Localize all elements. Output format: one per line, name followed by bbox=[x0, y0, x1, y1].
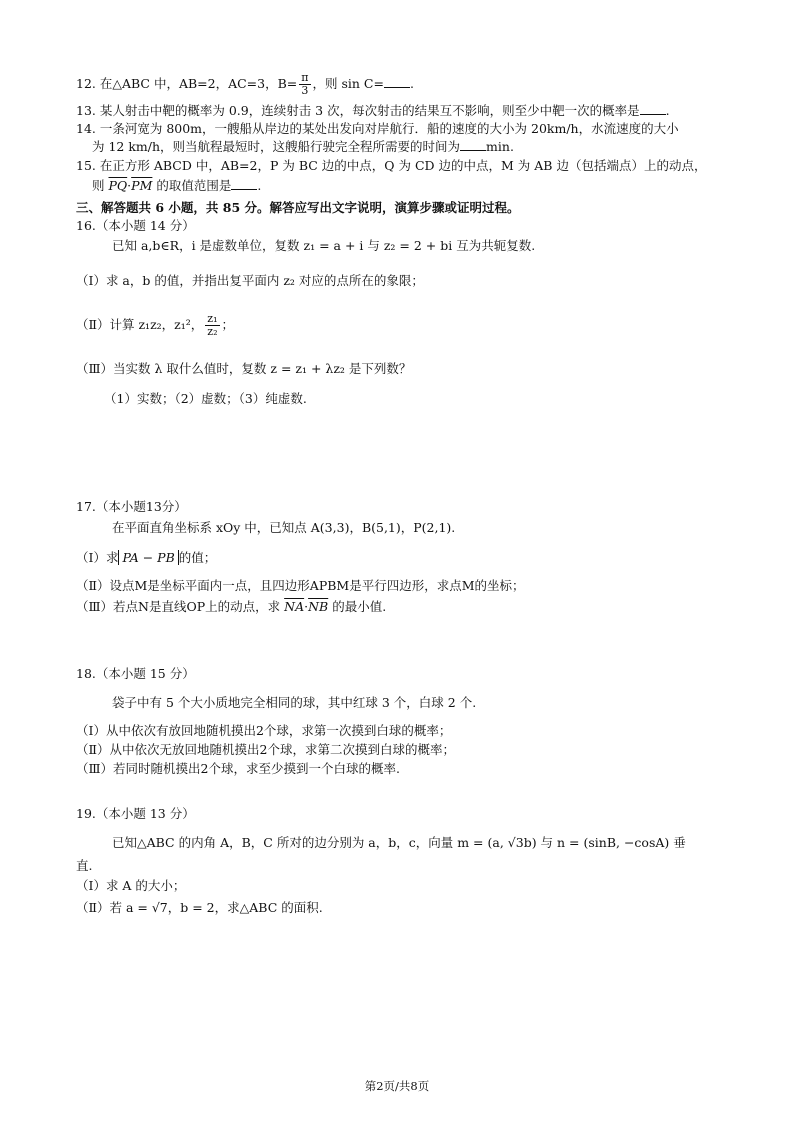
q16-part2-text: （Ⅱ）计算 z₁z₂，z₁²， bbox=[76, 317, 204, 332]
fraction-z1-over-z2 bbox=[205, 313, 219, 338]
q19-intro-line1: 已知△ABC 的内角 A，B，C 所对的边分别为 a，b，c，向量 m = (a, √3b) 与 n = (sinB, −cosA) 垂 bbox=[112, 835, 686, 850]
q17-part3-post: 的最小值. bbox=[332, 599, 387, 614]
q17-part2: （Ⅱ）设点M是坐标平面内一点，且四边形APBM是平行四边形，求点M的坐标； bbox=[76, 578, 525, 593]
q17-part3-pre: （Ⅲ）若点N是直线OP上的动点，求 bbox=[76, 599, 281, 614]
q19-part2: （Ⅱ）若 a = √7，b = 2，求△ABC 的面积. bbox=[76, 900, 323, 915]
frac-den: z₂ bbox=[207, 325, 218, 338]
q16-part2-post: ； bbox=[221, 317, 235, 332]
problem-12-suffix: ，则 sin C= bbox=[312, 76, 384, 91]
q19-part1: （Ⅰ）求 A 的大小； bbox=[76, 878, 186, 893]
answer-blank bbox=[460, 138, 486, 151]
problem-15-pre: 则 bbox=[92, 178, 105, 193]
vector-nb: $\overline{NB}$ bbox=[308, 599, 329, 614]
section-3-header: 三、解答题共 6 小题，共 85 分。解答应写出文字说明，演算步骤或证明过程。 bbox=[76, 200, 520, 215]
q17-part3 bbox=[76, 598, 386, 616]
problem-13-end: . bbox=[665, 103, 670, 118]
q18-intro: 袋子中有 5 个大小质地完全相同的球，其中红球 3 个，白球 2 个. bbox=[112, 695, 477, 710]
page-footer: 第2页/共8页 bbox=[364, 1079, 430, 1093]
problem-14-text: 为 12 km/h，则当航程最短时，这艘船行驶完全程所需要的时间为 bbox=[92, 139, 461, 154]
q18-part3: （Ⅲ）若同时随机摸出2个球，求至少摸到一个白球的概率. bbox=[76, 761, 400, 776]
answer-blank bbox=[231, 177, 257, 190]
problem-12 bbox=[76, 72, 414, 97]
q18-part2: （Ⅱ）从中依次无放回地随机摸出2个球，求第二次摸到白球的概率； bbox=[76, 742, 455, 757]
frac-num: z₁ bbox=[207, 312, 218, 325]
q19-header: 19.（本小题 13 分） bbox=[76, 806, 195, 821]
q18-header: 18.（本小题 15 分） bbox=[76, 666, 195, 681]
problem-14-line1: 14. 一条河宽为 800m，一艘船从岸边的某处出发向对岸航行．船的速度的大小为 20km/h，水流速度的大小 bbox=[76, 121, 679, 136]
problem-14-line2 bbox=[92, 138, 514, 156]
answer-blank bbox=[384, 75, 410, 88]
q17-header: 17.（本小题13分） bbox=[76, 499, 187, 514]
abs-vector-diff: PA − PB bbox=[118, 550, 178, 565]
problem-15-post: 的取值范围是 bbox=[156, 178, 232, 193]
q16-part1: （Ⅰ）求 a，b 的值，并指出复平面内 z₂ 对应的点所在的象限； bbox=[76, 273, 424, 288]
problem-15-line2 bbox=[92, 177, 261, 195]
q17-part1 bbox=[76, 549, 216, 567]
q17-intro: 在平面直角坐标系 xOy 中，已知点 A(3,3)，B(5,1)，P(2,1). bbox=[112, 520, 456, 535]
problem-15-end: . bbox=[257, 178, 262, 193]
fraction-pi-over-3 bbox=[299, 72, 310, 97]
q16-part2 bbox=[76, 313, 234, 338]
vector-pm: $\overline{PM}$ bbox=[131, 178, 153, 193]
q16-intro: 已知 a,b∈R，i 是虚数单位，复数 z₁ = a + i 与 z₂ = 2 + bi 互为共轭复数. bbox=[112, 238, 536, 253]
frac-num: π bbox=[301, 71, 309, 84]
dot-operator: · bbox=[127, 178, 132, 193]
q16-header: 16.（本小题 14 分） bbox=[76, 218, 195, 233]
q17-part1-post: 的值； bbox=[178, 550, 217, 565]
problem-13-text: 13. 某人射击中靶的概率为 0.9，连续射击 3 次，每次射击的结果互不影响，则至少中靶一次的概率是 bbox=[76, 103, 640, 118]
q19-intro-line2: 直. bbox=[76, 858, 93, 873]
problem-14-unit: min. bbox=[486, 139, 514, 154]
answer-blank bbox=[640, 102, 666, 115]
problem-12-end: . bbox=[409, 76, 414, 91]
vector-pq: $\overline{PQ}$ bbox=[108, 178, 128, 193]
problem-13 bbox=[76, 102, 670, 120]
problem-12-text: 12. 在△ABC 中，AB=2，AC=3，B= bbox=[76, 76, 298, 91]
q16-part3-items: （1）实数；（2）虚数；（3）纯虚数. bbox=[104, 391, 307, 406]
q18-part1: （Ⅰ）从中依次有放回地随机摸出2个球，求第一次摸到白球的概率； bbox=[76, 723, 452, 738]
vector-na: $\overline{NA}$ bbox=[284, 599, 305, 614]
dot-operator: · bbox=[304, 599, 309, 614]
problem-15-line1: 15. 在正方形 ABCD 中，AB=2，P 为 BC 边的中点，Q 为 CD 边的中点，M 为 AB 边（包括端点）上的动点， bbox=[76, 158, 707, 173]
q17-part1-pre: （Ⅰ）求 bbox=[76, 550, 119, 565]
frac-den: 3 bbox=[301, 84, 309, 97]
q16-part3: （Ⅲ）当实数 λ 取什么值时，复数 z = z₁ + λz₂ 是下列数？ bbox=[76, 361, 412, 376]
